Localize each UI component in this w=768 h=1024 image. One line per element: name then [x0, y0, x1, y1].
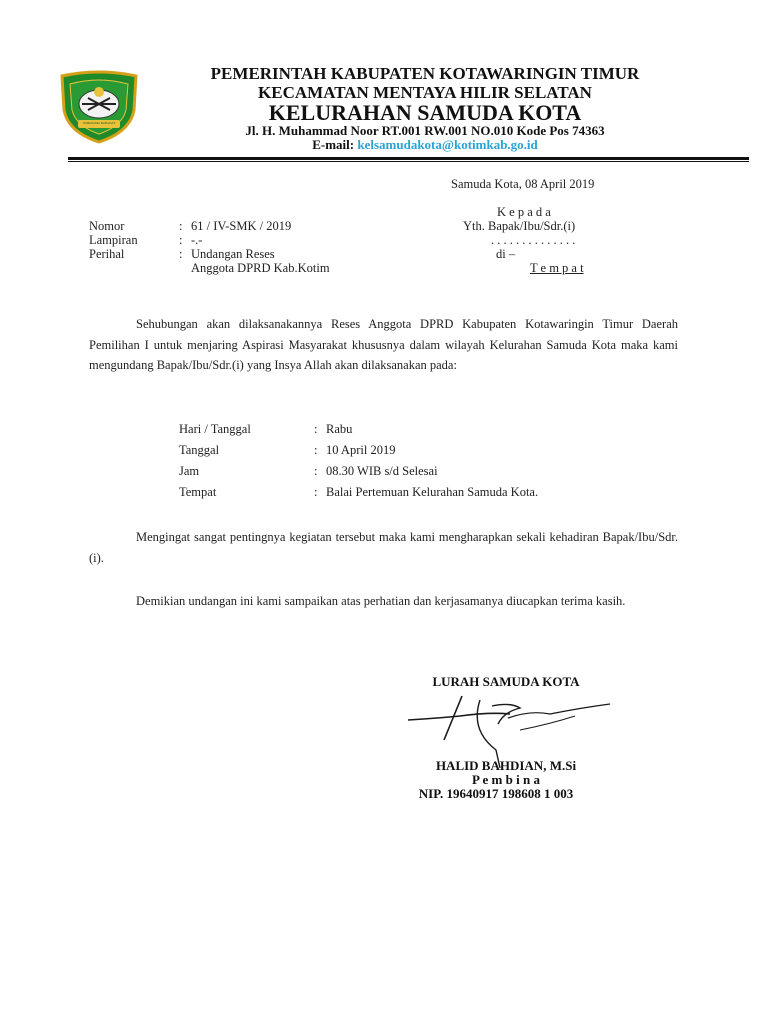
detail-sep: : [314, 422, 318, 436]
recipient-dots: . . . . . . . . . . . . . . [491, 233, 576, 247]
letterhead-rule-thick [68, 157, 749, 160]
email-link[interactable]: kelsamudakota@kotimkab.go.id [357, 137, 538, 152]
detail-sep: : [314, 443, 318, 457]
signature-name: HALID BAHDIAN, M.Si [435, 758, 577, 773]
detail-label: Tempat [179, 485, 217, 499]
detail-sep: : [314, 464, 318, 478]
meta-lampiran-label: Lampiran [89, 233, 138, 247]
meta-perihal-sep: : [179, 247, 183, 261]
detail-label: Jam [179, 464, 200, 478]
recipient-tempat: T e m p a t [530, 261, 584, 275]
recipient-kepada: K e p a d a [497, 205, 551, 219]
letterhead-line-2: KECAMATAN MENTAYA HILIR SELATAN [258, 83, 592, 102]
letterhead-line-3: KELURAHAN SAMUDA KOTA [268, 100, 582, 125]
body-paragraph-2-text: Mengingat sangat pentingnya kegiatan tersebut maka kami mengharapkan sekali kehadiran Bapak/Ibu/Sdr.(i). [89, 530, 678, 565]
meta-perihal-label: Perihal [89, 247, 125, 261]
body-paragraph-1 [89, 314, 678, 376]
signature-nip: NIP. 19640917 198608 1 003 [418, 786, 574, 801]
body-paragraph-2 [89, 527, 678, 568]
meta-lampiran-sep: : [179, 233, 183, 247]
letterhead-email-row [160, 137, 690, 153]
signature-rank: P e m b i n a [472, 772, 540, 787]
letterhead-line-1: PEMERINTAH KABUPATEN KOTAWARINGIN TIMUR [210, 64, 640, 83]
signature-title: LURAH SAMUDA KOTA [432, 674, 580, 689]
logo-banner-text: HABAKUNG BAHADAT [82, 121, 116, 125]
detail-value: Balai Pertemuan Kelurahan Samuda Kota. [326, 485, 539, 499]
meta-nomor-value: 61 / IV-SMK / 2019 [191, 219, 292, 233]
body-paragraph-1-text: Sehubungan akan dilaksanakannya Reses Anggota DPRD Kabupaten Kotawaringin Timur Daerah Pemilihan I untuk menjaring Aspirasi Masyarakat khususnya dalam wilayah Kelurahan Samuda Kota maka kami mengundang Bapak/Ibu/Sdr.(i) yang Insya Allah akan dilaksanakan pada: [89, 317, 678, 372]
government-logo [58, 70, 140, 144]
detail-value: 08.30 WIB s/d Selesai [326, 464, 438, 478]
meta-lampiran-value: -.- [191, 233, 203, 247]
letterhead-rule-thin [68, 161, 749, 162]
email-label: E-mail: [312, 137, 355, 152]
place-date: Samuda Kota, 08 April 2019 [451, 177, 595, 191]
detail-sep: : [314, 485, 318, 499]
detail-value: 10 April 2019 [326, 443, 396, 457]
body-paragraph-3 [89, 591, 678, 612]
meta-nomor-sep: : [179, 219, 183, 233]
letterhead-address: Jl. H. Muhammad Noor RT.001 RW.001 NO.010 Kode Pos 74363 [245, 123, 605, 138]
meta-perihal-value-line2: Anggota DPRD Kab.Kotim [191, 261, 330, 275]
recipient-di: di – [496, 247, 516, 261]
meta-perihal-value: Undangan Reses [191, 247, 275, 261]
detail-value: Rabu [326, 422, 353, 436]
detail-label: Tanggal [179, 443, 220, 457]
detail-label: Hari / Tanggal [179, 422, 251, 436]
meta-nomor-label: Nomor [89, 219, 125, 233]
body-paragraph-3-text: Demikian undangan ini kami sampaikan atas perhatian dan kerjasamanya diucapkan terima kasih. [136, 594, 626, 608]
recipient-yth: Yth. Bapak/Ibu/Sdr.(i) [463, 219, 576, 233]
